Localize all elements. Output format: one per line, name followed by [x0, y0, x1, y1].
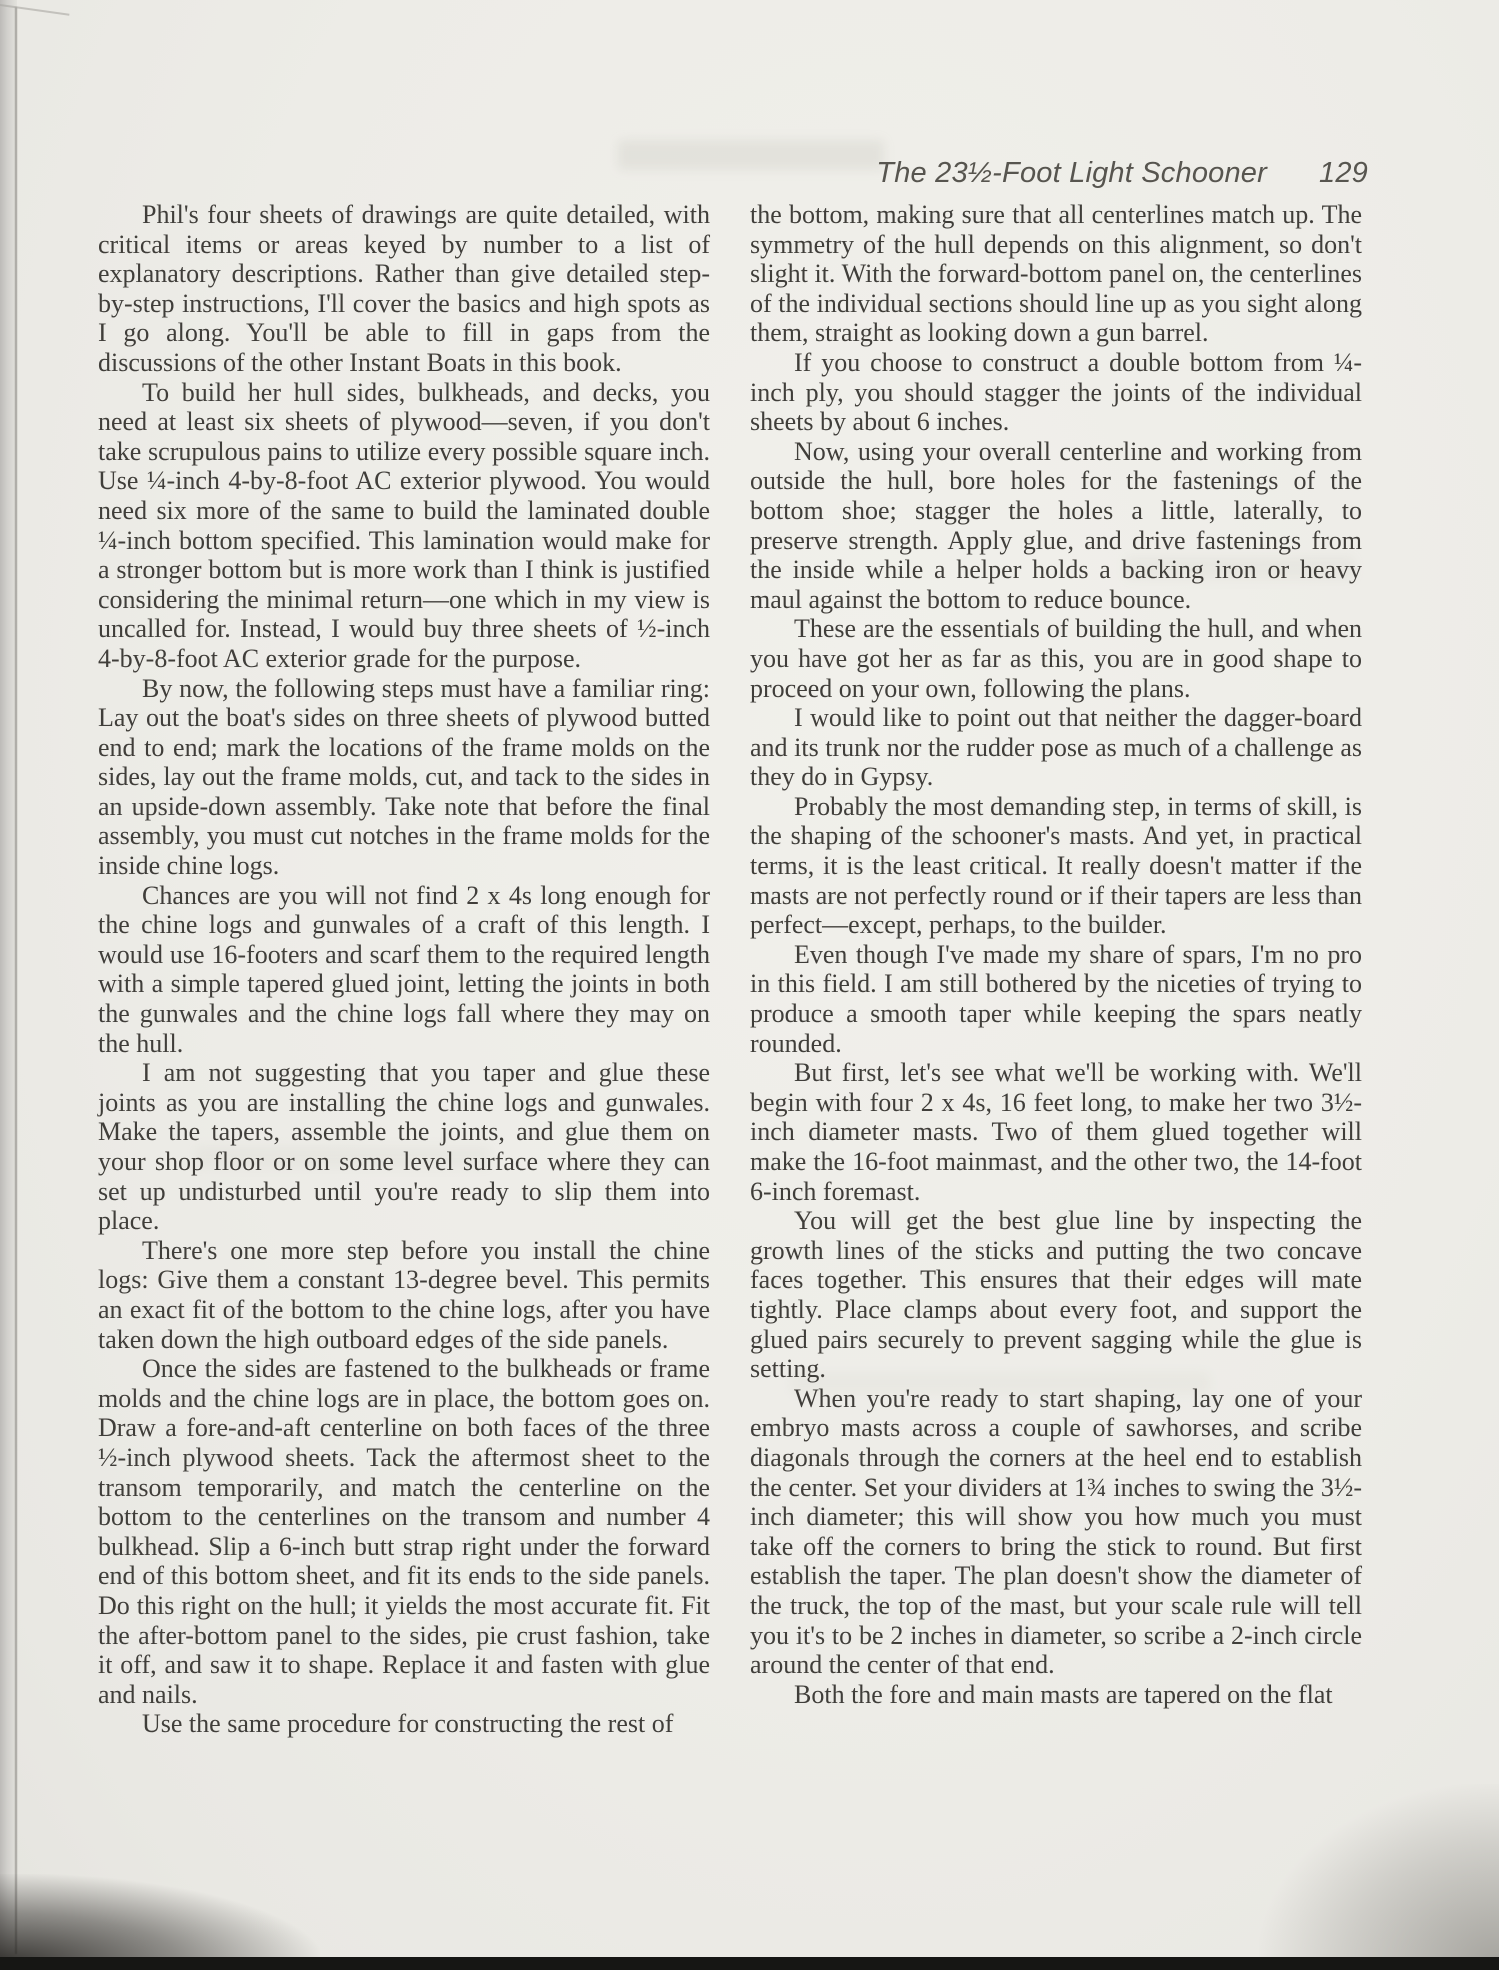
scan-shadow-bottom-right [1259, 1784, 1499, 1964]
text-column-left [98, 200, 710, 1739]
paragraph: Probably the most demanding step, in terms of skill, is the shaping of the schooner's masts. And yet, in practical terms, it is the least critical. It really doesn't matter if the masts are not perfectly round or if their tapers are less than perfect—except, perhaps, to the builder. [750, 791, 1362, 940]
paragraph: But first, let's see what we'll be working with. We'll begin with four 2 x 4s, 16 feet long, to make her two 3½-inch diameter masts. Two of them glued together will make the 16-foot mainmast, and the other two, the 14-foot 6-inch foremast. [750, 1058, 1362, 1206]
scan-bottom-edge [0, 1957, 1499, 1970]
paragraph: By now, the following steps must have a familiar ring: Lay out the boat's sides on three sheets of plywood butted end to end; mark the locations of the frame molds on the sides, lay out the frame molds, cut, and tack to the sides in an upside-down assembly. Take note that before the final assembly, you must cut notches in the frame molds for the inside chine logs. [98, 673, 710, 881]
paragraph: Now, using your overall centerline and working from outside the hull, bore holes for the fastenings of the bottom shoe; stagger the holes a little, laterally, to preserve strength. Apply glue, and drive fastenings from the inside while a helper holds a backing iron or heavy maul against the bottom to reduce bounce. [750, 436, 1362, 614]
paragraph: Both the fore and main masts are tapered on the flat [794, 1679, 1333, 1709]
chapter-title: The 23½-Foot Light Schooner [876, 157, 1267, 189]
paragraph: the bottom, making sure that all centerlines match up. The symmetry of the hull depends on this alignment, so don't slight it. With the forward-bottom panel on, the centerlines of the individual sections should line up as you sight along them, straight as looking down a gun barrel. [750, 200, 1362, 348]
page-edge-line [15, 7, 17, 1954]
paragraph: Chances are you will not find 2 x 4s long enough for the chine logs and gunwales of a craft of this length. I would use 16-footers and scarf them to the required length with a simple tapered glued joint, letting the joints in both the gunwales and the chine logs fall where they may on the hull. [98, 880, 710, 1058]
paragraph: Use the same procedure for constructing the rest of [142, 1709, 674, 1739]
paragraph: You will get the best glue line by inspecting the growth lines of the sticks and putting the two concave faces together. This ensures that their edges will mate tightly. Place clamps about every foot, and support the glued pairs securely to prevent sagging while the glue is setting. [750, 1206, 1362, 1384]
paragraph: To build her hull sides, bulkheads, and decks, you need at least six sheets of plywood—seven, if you don't take scrupulous pains to utilize every possible square inch. Use ¼-inch 4-by-8-foot AC exterior plywood. You would need six more of the same to build the laminated double ¼-inch bottom specified. This lamination would make for a stronger bottom but is more work than I think is justified considering the minimal return—one which in my view is uncalled for. Instead, I would buy three sheets of ½-inch 4-by-8-foot AC exterior grade for the purpose. [98, 377, 710, 673]
paragraph: Once the sides are fastened to the bulkheads or frame molds and the chine logs are in place, the bottom goes on. Draw a fore-and-aft centerline on both faces of the three ½-inch plywood sheets. Tack the aftermost sheet to the transom temporarily, and match the centerline on the bottom to the centerlines on the transom and number 4 bulkhead. Slip a 6-inch butt strap right under the forward end of this bottom sheet, and fit its ends to the side panels. Do this right on the hull; it yields the most accurate fit. Fit the after-bottom panel to the sides, pie crust fashion, take it off, and saw it to shape. Replace it and fasten with glue and nails. [98, 1354, 710, 1709]
paragraph: There's one more step before you install the chine logs: Give them a constant 13-degree bevel. This permits an exact fit of the bottom to the chine logs, after you have taken down the high outboard edges of the side panels. [98, 1235, 710, 1354]
paragraph: I am not suggesting that you taper and glue these joints as you are installing the chine logs and gunwales. Make the tapers, assemble the joints, and glue them on your shop floor or on some level surface where they can set up undisturbed until you're ready to slip them into place. [98, 1058, 710, 1236]
paragraph: I would like to point out that neither the dagger-board and its trunk nor the rudder pose as much of a challenge as they do in Gypsy. [750, 703, 1362, 792]
paragraph: These are the essentials of building the hull, and when you have got her as far as this, you are in good shape to proceed on your own, following the plans. [750, 614, 1362, 703]
page-number: 129 [1319, 157, 1368, 189]
text-column-right [750, 200, 1362, 1709]
paragraph: If you choose to construct a double bottom from ¼-inch ply, you should stagger the joints of the individual sheets by about 6 inches. [750, 347, 1362, 437]
paragraph: Phil's four sheets of drawings are quite detailed, with critical items or areas keyed by number to a list of explanatory descriptions. Rather than give detailed step-by-step instructions, I'll cover the basics and high spots as I go along. You'll be able to fill in gaps from the discussions of the other Instant Boats in this book. [98, 200, 710, 377]
scan-shadow-bottom-left [0, 1874, 320, 1964]
paragraph: Even though I've made my share of spars, I'm no pro in this field. I am still bothered by the niceties of trying to produce a smooth taper while keeping the spars neatly rounded. [750, 939, 1362, 1058]
paragraph: When you're ready to start shaping, lay one of your embryo masts across a couple of sawhorses, and scribe diagonals through the corners at the heel end to establish the center. Set your dividers at 1¾ inches to swing the 3½-inch diameter; this will show you how much you must take off the corners to bring the stick to round. But first establish the taper. The plan doesn't show the diameter of the truck, the top of the mast, but your scale rule will tell you it's to be 2 inches in diameter, so scribe a 2-inch circle around the center of that end. [750, 1383, 1362, 1680]
running-head [750, 157, 1368, 190]
